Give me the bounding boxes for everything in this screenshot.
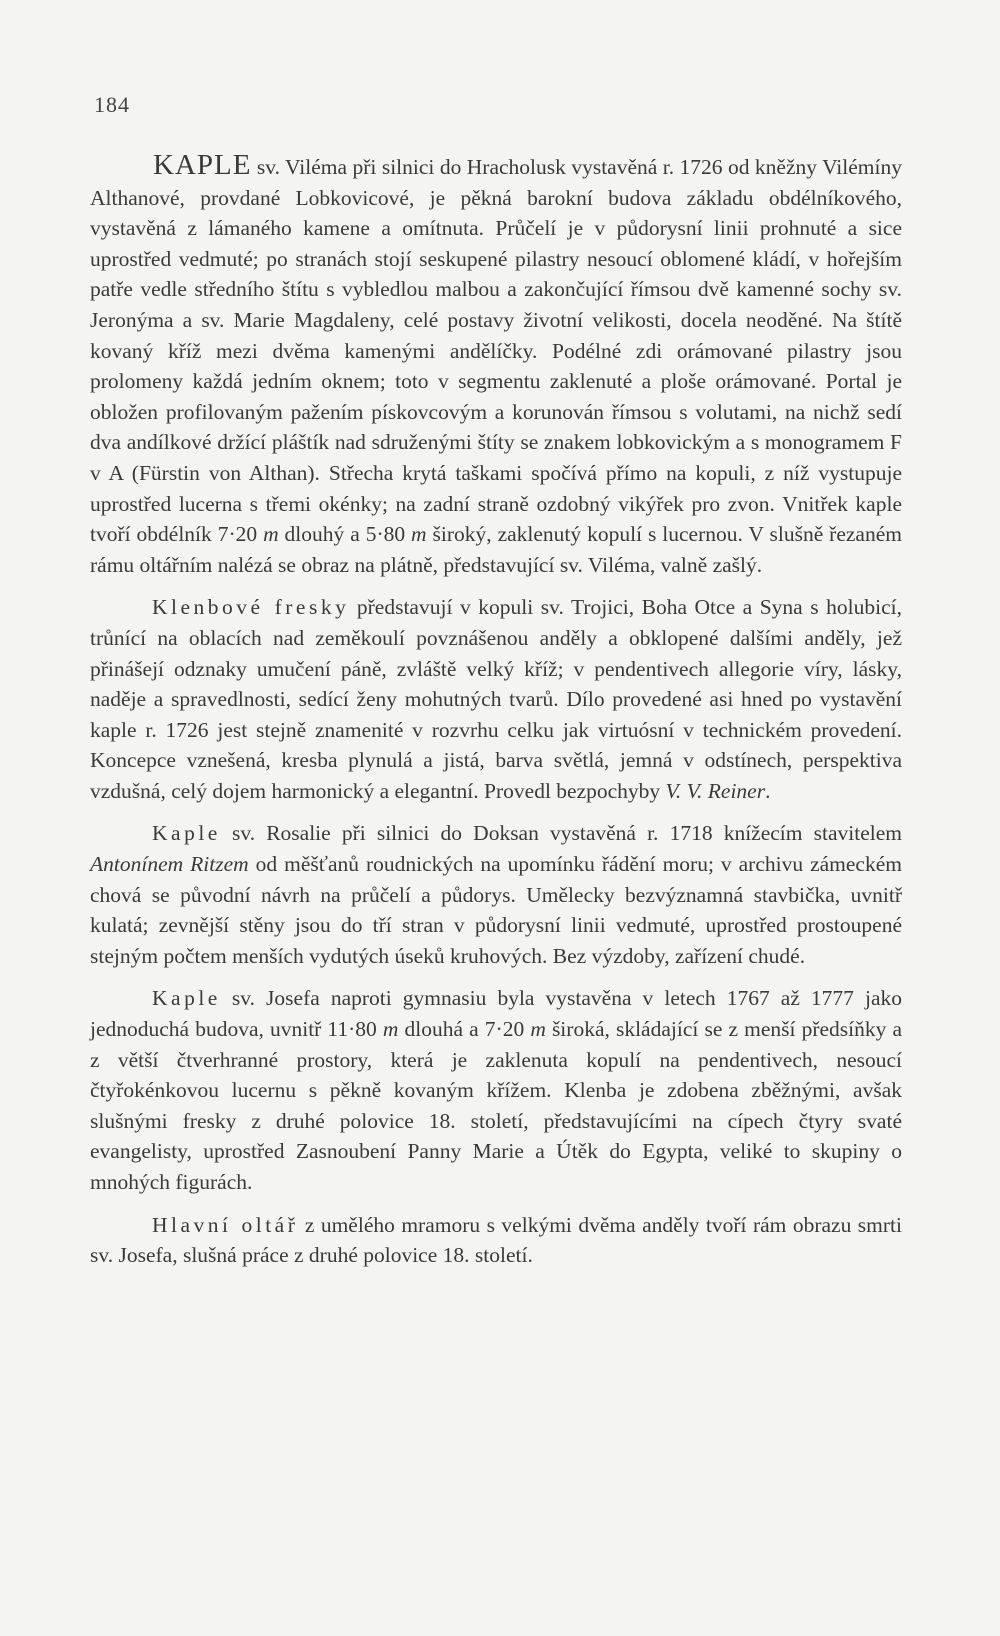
paragraph-text: dlouhý a 5·80 xyxy=(278,522,412,547)
author-name: V. V. Reiner xyxy=(665,778,766,803)
paragraph-text: sv. Viléma při silnici do Hracholusk vystavěná r. 1726 od kněžny Vilémíny Althanové, provdané Lobkovicové, je pěkná barokní budova základu obdélníkového, vystavěná z lámaného kamene a omítnuta. Průčelí je v půdorysní linii prohnuté a sice uprostřed vedmuté; po stranách stojí seskupené pilastry nesoucí oblomené kládí, v hořejším patře vedle středního štítu s vybledlou malbou a zakončující římsou dvě kamenné sochy sv. Jeronýma a sv. Marie Magdaleny, celé postavy životní velikosti, docela neoděné. Na štítě kovaný kříž mezi dvěma kamenými andělíčky. Podélné zdi orámované pilastry jsou prolomeny každá jedním oknem; toto v segmentu zaklenuté a ploše orámované. Portal je obložen profilovaným pažením pískovcovým a korunován římsou s volutami, na nichž sedí dva andílkové držící pláštík nad sdruženými štíty se znakem lobkovickým a s monogramem F v A (Fürstin von Althan). Střecha krytá taškami spočívá přímo na kopuli, z níž vystupuje uprostřed lucerna s třemi okénky; na zadní straně ozdobný vikýřek pro zvon. Vnitřek kaple tvoří obdélník 7·20 xyxy=(90,155,902,547)
paragraph-text: od měšťanů roudnických na upomínku řádění moru; v archivu zámeckém chová se původní návrh na průčelí a půdorys. Umělecky bezvýznamná stavbička, uvnitř kulatá; zevnější stěny jsou do tří stran v půdorysní linii vedmuté, uprostřed prostoupené stejným počtem menších vydutých úseků kruhových. Bez výzdoby, zařízení chudé. xyxy=(90,852,902,968)
document-body xyxy=(90,150,902,1283)
paragraph-vault-frescoes xyxy=(90,592,902,806)
paragraph-text: z umělého mramoru s velkými dvěma anděly tvoří rám obrazu smrti sv. Josefa, slušná práce z druhé polovice 18. století. xyxy=(90,1212,902,1268)
paragraph-text: široká, skládající se z menší předsíňky a z větší čtverhranné prostory, která je zaklenuta kopulí na pendentivech, nesoucí čtyřokénkovou lucernu s pěkně kovaným křížem. Klenba je zdobena zběžnými, avšak slušnými fresky z druhé polovice 18. století, představujícími na cípech čtyry svaté evangelisty, uprostřed Zasnoubení Panny Marie a Útěk do Egypta, veliké to skupiny o mnohých figurách. xyxy=(90,1017,903,1194)
paragraph-text: . xyxy=(765,778,771,803)
architect-name: Antonínem Ritzem xyxy=(90,852,249,877)
paragraph-lead: Kaple xyxy=(152,986,221,1011)
page-number: 184 xyxy=(94,92,130,117)
paragraph-chapel-st-josef xyxy=(90,983,902,1197)
unit-meter: m xyxy=(530,1017,546,1042)
paragraph-text: široký, zaklenutý kopulí s lucernou. V slušně řezaném rámu oltářním nalézá se obraz na plátně, představující sv. Viléma, valně zašlý. xyxy=(90,522,902,577)
paragraph-text: představují v kopuli sv. Trojici, Boha Otce a Syna s holubicí, trůnící na oblacích nad zeměkoulí povznášenou anděly a obklopené dalšími anděly, jež přinášejí odznaky umučení páně, zvláště velký kříž; v pendentivech allegorie víry, lásky, naděje a spravedlnosti, sedící ženy mohutných tvarů. Dílo provedené asi hned po vystavění kaple r. 1726 jest stejně znamenité v rozvrhu celku jak virtuósní v technickém provedení. Koncepce vznešená, kresba plynulá a jistá, barva světlá, jemná v odstínech, perspektiva vzdušná, celý dojem harmonický a elegantní. Provedl bezpochyby xyxy=(90,595,902,803)
paragraph-lead: Kaple xyxy=(152,821,221,846)
unit-meter: m xyxy=(263,522,279,547)
paragraph-chapel-st-rosalie xyxy=(90,818,902,971)
unit-meter: m xyxy=(411,522,427,547)
paragraph-chapel-st-vilem xyxy=(90,150,902,580)
unit-meter: m xyxy=(382,1017,399,1042)
paragraph-text: sv. Josefa naproti gymnasiu byla vystavěna v letech 1767 až 1777 jako jednoduchá budova, uvnitř 11·80 xyxy=(90,986,902,1042)
paragraph-lead: Hlavní oltář xyxy=(152,1212,299,1237)
paragraph-lead: KAPLE xyxy=(153,149,252,181)
paragraph-main-altar xyxy=(90,1210,902,1271)
paragraph-text: dlouhá a 7·20 xyxy=(398,1017,531,1042)
paragraph-text: sv. Rosalie při silnici do Doksan vystavěná r. 1718 knížecím stavitelem xyxy=(220,821,902,846)
paragraph-lead: Klenbové fresky xyxy=(152,595,350,620)
